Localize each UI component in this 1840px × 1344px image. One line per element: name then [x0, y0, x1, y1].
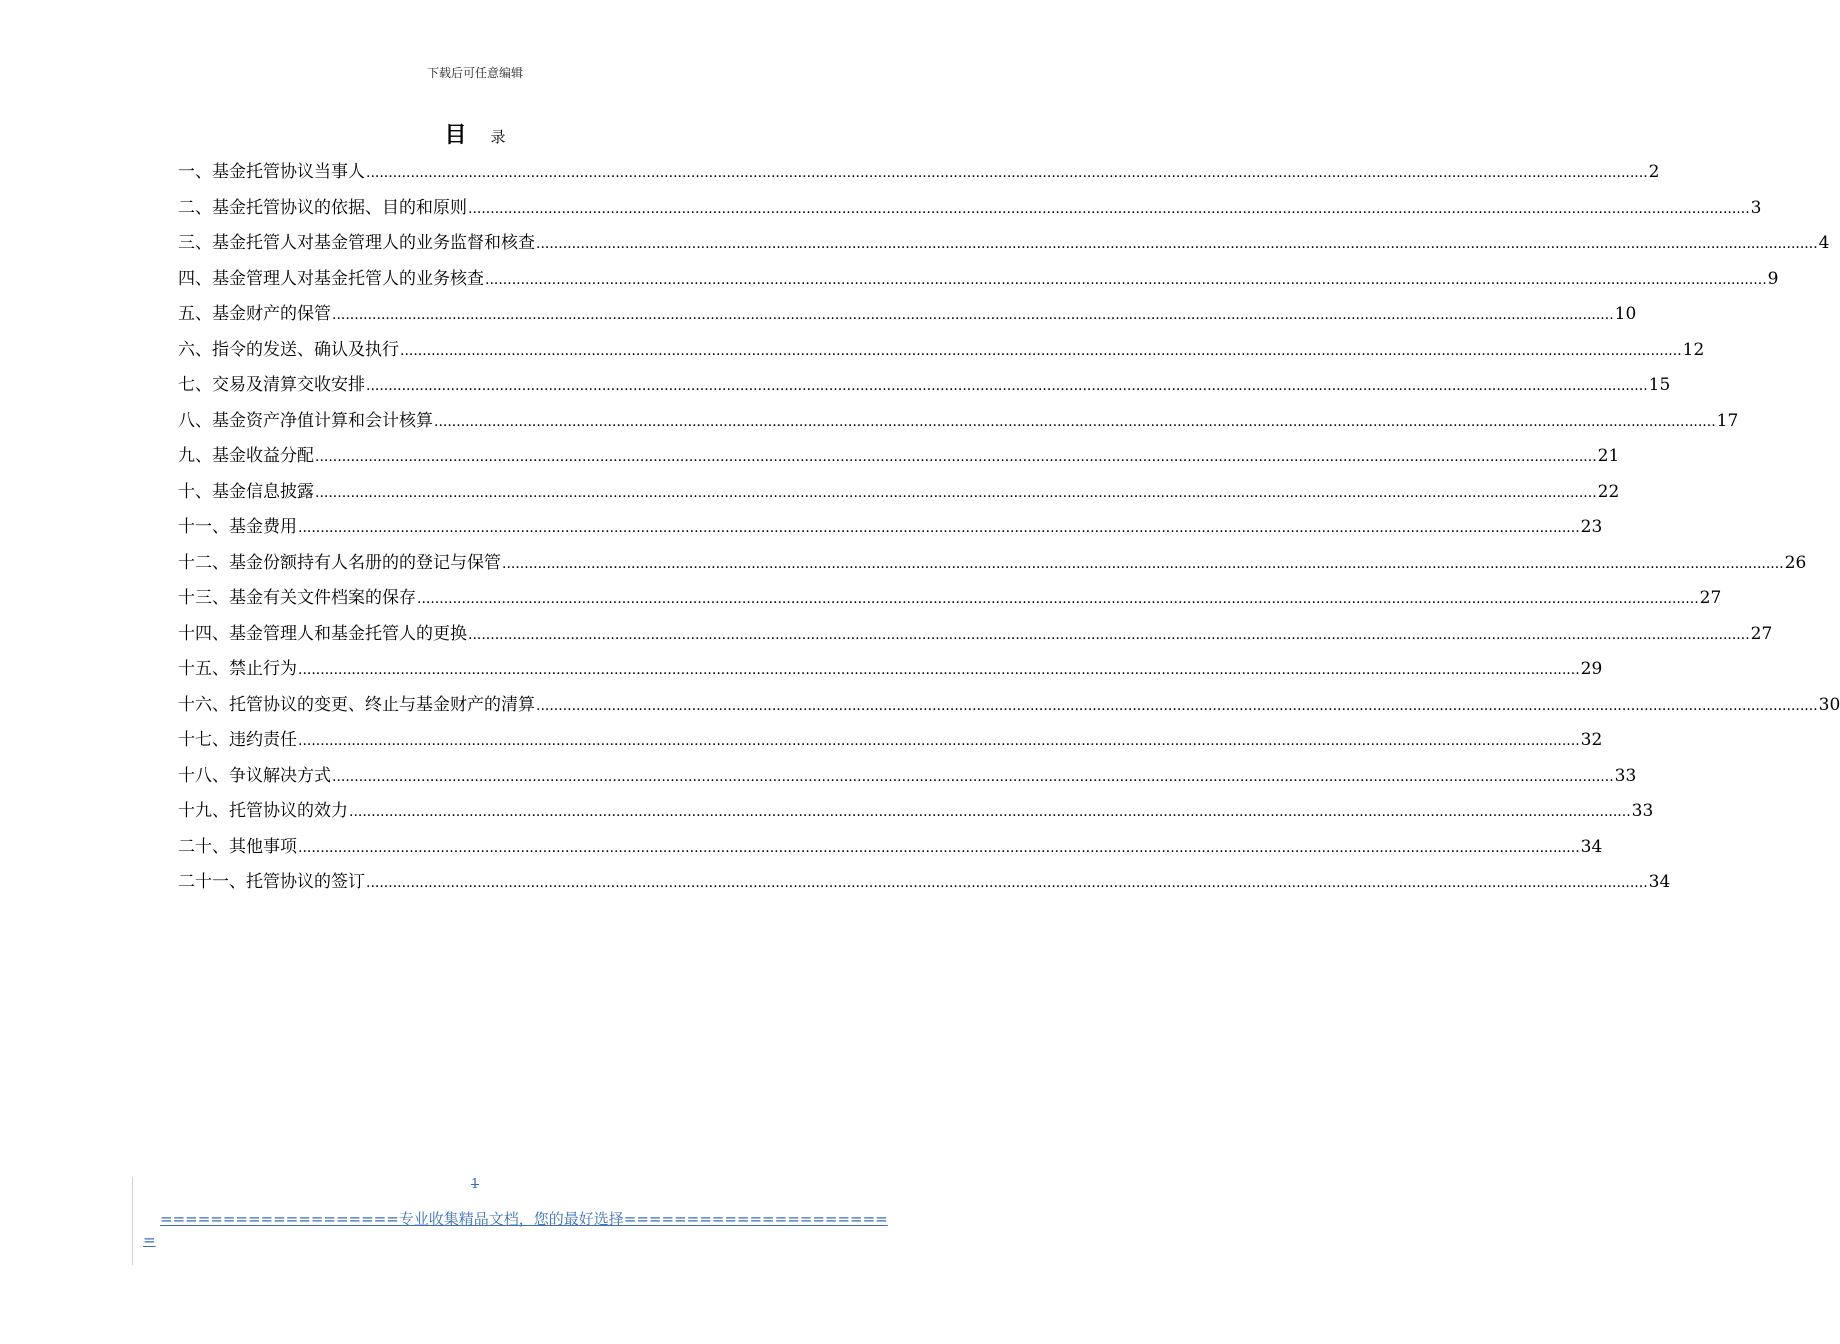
toc-entry-label: 八、基金资产净值计算和会计核算	[178, 410, 433, 431]
toc-title	[0, 118, 950, 149]
toc-entry-label: 二十、其他事项	[178, 836, 297, 857]
toc-leader-dots	[468, 192, 1750, 228]
toc-title-main: 目	[444, 122, 467, 148]
toc-leader-dots	[298, 831, 1580, 867]
toc-leader-dots	[298, 511, 1580, 547]
toc-entry-label: 九、基金收益分配	[178, 446, 314, 466]
toc-entry-page: 27	[1699, 588, 1722, 608]
toc-entry[interactable]	[178, 865, 1671, 901]
page-number: 1	[470, 1177, 480, 1192]
toc-leader-dots	[400, 334, 1682, 370]
toc-entry-page: 15	[1648, 375, 1671, 395]
toc-entry-label: 十六、托管协议的变更、终止与基金财产的清算	[178, 694, 535, 715]
toc-leader-dots	[536, 689, 1818, 725]
toc-entry-page: 29	[1580, 659, 1603, 679]
toc-entry-label: 十五、禁止行为	[178, 659, 297, 679]
toc-entry-page: 33	[1631, 801, 1654, 821]
toc-entry[interactable]	[178, 652, 1603, 688]
toc-entry-page: 22	[1597, 481, 1620, 502]
toc-leader-dots	[332, 298, 1614, 334]
toc-entry-page: 23	[1580, 517, 1603, 537]
toc-entry[interactable]	[178, 333, 1705, 369]
toc-entry-label: 一、基金托管协议当事人	[178, 162, 365, 182]
toc-entry[interactable]	[178, 297, 1637, 333]
toc-entry-label: 十二、基金份额持有人名册的的登记与保管	[178, 552, 501, 573]
toc-entry-page: 27	[1750, 623, 1773, 644]
toc-entry-page: 34	[1648, 872, 1671, 892]
toc-leader-dots	[485, 263, 1767, 299]
toc-entry-label: 二、基金托管协议的依据、目的和原则	[178, 197, 467, 218]
toc-entry-page: 30	[1818, 694, 1840, 715]
toc-entry[interactable]	[178, 759, 1637, 795]
toc-entry[interactable]	[178, 262, 1779, 298]
toc-leader-dots	[298, 724, 1580, 760]
toc-entry-label: 三、基金托管人对基金管理人的业务监督和核查	[178, 233, 535, 253]
toc-entry[interactable]	[178, 510, 1603, 546]
toc-leader-dots	[366, 866, 1648, 902]
toc-entry[interactable]	[178, 723, 1603, 759]
toc-leader-dots	[502, 547, 1784, 583]
toc-leader-dots	[366, 156, 1648, 192]
toc-entry-page: 9	[1767, 268, 1779, 289]
header-note: 下载后可任意编辑	[426, 66, 523, 80]
toc-entry-page: 21	[1597, 446, 1620, 466]
toc-leader-dots	[417, 582, 1699, 618]
toc-leader-dots	[468, 618, 1750, 654]
toc-entry-label: 十八、争议解决方式	[178, 765, 331, 786]
toc-entry-page: 4	[1818, 233, 1830, 253]
toc-entry[interactable]	[178, 546, 1807, 582]
toc-entry-label: 十一、基金费用	[178, 517, 297, 537]
toc-entry-label: 十四、基金管理人和基金托管人的更换	[178, 623, 467, 644]
toc-entry-page: 34	[1580, 836, 1603, 857]
toc-entry[interactable]	[178, 688, 1840, 724]
toc-leader-dots	[332, 760, 1614, 796]
toc-entry-page: 17	[1716, 410, 1739, 431]
toc-entry[interactable]	[178, 439, 1620, 475]
toc-leader-dots	[536, 227, 1818, 263]
toc-title-sub: 录	[490, 128, 506, 146]
toc-entry-page: 32	[1580, 730, 1603, 750]
toc-entry-label: 七、交易及清算交收安排	[178, 375, 365, 395]
toc-entry-page: 33	[1614, 765, 1637, 786]
toc-entry[interactable]	[178, 581, 1722, 617]
footer-banner-tail[interactable]: =	[143, 1231, 156, 1249]
toc-entry-label: 十、基金信息披露	[178, 481, 314, 502]
toc-entry-label: 十七、违约责任	[178, 730, 297, 750]
toc-leader-dots	[366, 369, 1648, 405]
toc-entry[interactable]	[178, 226, 1830, 262]
toc-entry[interactable]	[178, 155, 1660, 191]
toc-entry-page: 3	[1750, 197, 1762, 218]
toc-entry-label: 五、基金财产的保管	[178, 304, 331, 324]
toc-entry[interactable]	[178, 191, 1762, 227]
toc-entry-page: 2	[1648, 162, 1660, 182]
toc-leader-dots	[298, 653, 1580, 689]
toc-entry-label: 十三、基金有关文件档案的保存	[178, 588, 416, 608]
toc-entry-label: 二十一、托管协议的签订	[178, 872, 365, 892]
toc-leader-dots	[349, 795, 1631, 831]
toc-entry[interactable]	[178, 617, 1773, 653]
toc-entry-page: 26	[1784, 552, 1807, 573]
toc-leader-dots	[315, 440, 1597, 476]
toc-leader-dots	[434, 405, 1716, 441]
toc-entry[interactable]	[178, 404, 1739, 440]
toc-entry[interactable]	[178, 475, 1620, 511]
toc-entry-label: 四、基金管理人对基金托管人的业务核查	[178, 268, 484, 289]
toc-entry[interactable]	[178, 830, 1603, 866]
toc-entry-page: 12	[1682, 339, 1705, 360]
table-of-contents	[178, 155, 1840, 901]
toc-entry-label: 十九、托管协议的效力	[178, 801, 348, 821]
toc-entry[interactable]	[178, 368, 1671, 404]
toc-entry-label: 六、指令的发送、确认及执行	[178, 339, 399, 360]
toc-leader-dots	[315, 476, 1597, 512]
toc-entry[interactable]	[178, 794, 1654, 830]
toc-entry-page: 10	[1614, 304, 1637, 324]
footer-banner-link[interactable]: ===================专业收集精品文档，您的最好选择=====================	[160, 1210, 888, 1228]
